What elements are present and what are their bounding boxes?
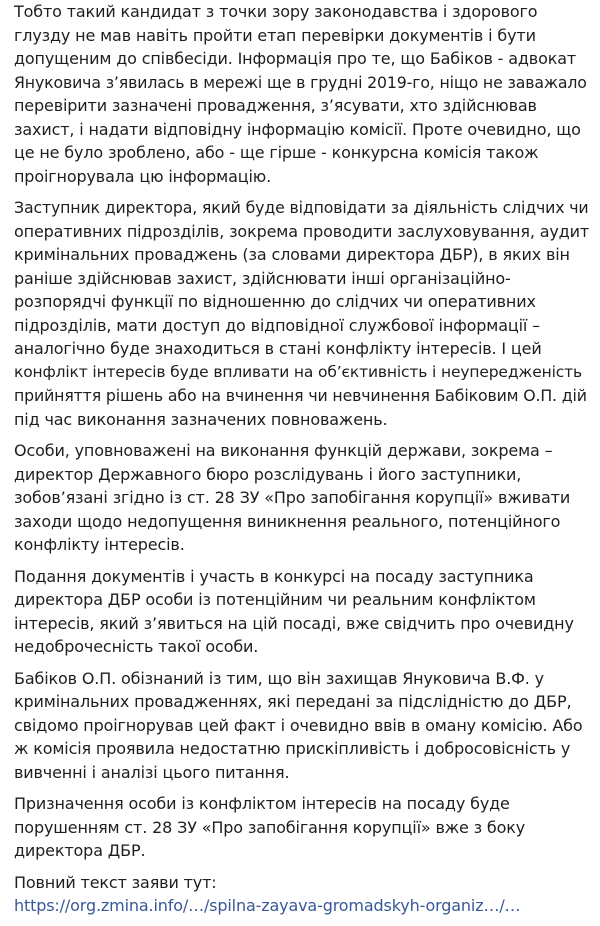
text-line: свідомо проігнорував цей факт і очевидно ввів в оману комісію. Або	[14, 715, 583, 735]
text-line: вивченні і аналізі цього питання.	[14, 762, 290, 782]
text-line: кримінальних проваджень (за словами директора ДБР), в яких він	[14, 245, 570, 264]
text-line: під час виконання зазначених повноважень.	[14, 409, 388, 429]
text-line: недоброчесність такої особи.	[14, 637, 259, 656]
text-line: Заступник директора, який буде відповідати за діяльність слідчих чи	[14, 198, 589, 217]
post-paragraph-3	[14, 439, 590, 557]
link-line	[14, 894, 590, 918]
text-line: прийняття рішень або на вчинення чи невчинення Бабіковим О.П. дій	[14, 386, 587, 405]
text-line: конфлікту інтересів.	[14, 535, 185, 554]
text-line: Януковича з’явилась в мережі ще в грудні 2019-го, ніщо не заважало	[14, 72, 587, 92]
text-line: заходи щодо недопущення виникнення реального, потенційного	[14, 511, 561, 531]
post-paragraph-4	[14, 565, 590, 659]
text-line: конфлікт інтересів буде впливати на об’єктивність і неупередженість	[14, 362, 582, 381]
text-line: оперативних підрозділів, зокрема проводити заслуховування, аудит	[14, 221, 590, 241]
text-line: Тобто такий кандидат з точки зору законодавства і здорового	[14, 2, 538, 21]
text-line: допущеним до співбесіди. Інформація про те, що Бабіков - адвокат	[14, 49, 577, 68]
text-line: це не було зроблено, або - ще гірше - конкурсна комісія також	[14, 143, 539, 162]
post-paragraph-5	[14, 667, 590, 785]
text-line: глузду не мав навіть пройти етап перевірки документів і бути	[14, 25, 536, 45]
text-line: захист, і надати відповідну інформацію комісії. Проте очевидно, що	[14, 119, 581, 139]
post-paragraph-1	[14, 0, 590, 188]
text-line: підрозділів, мати доступ до відповідної службової інформації –	[14, 315, 540, 335]
text-line: Призначення особи із конфліктом інтересів на посаду буде	[14, 794, 510, 813]
text-line: перевірити зазначені провадження, з’ясувати, хто здійснював	[14, 96, 537, 115]
text-line: Бабіков О.П. обізнаний із тим, що він захищав Януковича В.Ф. у	[14, 668, 544, 688]
text-line: Особи, уповноважені на виконання функцій держави, зокрема –	[14, 441, 553, 460]
text-line: проігнорувала цю інформацію.	[14, 166, 272, 186]
post-paragraph-7	[14, 871, 590, 918]
post-paragraph-2	[14, 196, 590, 431]
full-text-label: Повний текст заяви тут:	[14, 872, 217, 892]
post-paragraph-6	[14, 792, 590, 863]
full-text-link[interactable]: https://org.zmina.info/…/spilna-zayava-gromadskyh-organiz…/…	[14, 896, 521, 915]
text-line: раніше здійснював захист, здійснювати інші організаційно-	[14, 268, 511, 288]
text-line: директор Державного бюро розслідувань і його заступники,	[14, 464, 522, 484]
text-line: розпорядчі функції по відношенню до слідчих чи оперативних	[14, 292, 536, 311]
post-body	[14, 0, 590, 926]
text-line: ж комісія проявила недостатню прискіпливість і добросовісність у	[14, 739, 571, 758]
text-line: зобов’язані згідно із ст. 28 ЗУ «Про запобігання корупції» вживати	[14, 488, 571, 507]
text-line: аналогічно буде знаходиться в стані конфлікту інтересів. І цей	[14, 339, 542, 358]
text-line: директора ДБР особи із потенційним чи реальним конфліктом	[14, 590, 536, 609]
text-line: порушенням ст. 28 ЗУ «Про запобігання корупції» вже з боку	[14, 817, 526, 837]
text-line: директора ДБР.	[14, 841, 146, 860]
text-line: Подання документів і участь в конкурсі на посаду заступника	[14, 566, 534, 586]
text-line: інтересів, який з’явиться на цій посаді, вже свідчить про очевидну	[14, 613, 574, 633]
text-line: кримінальних провадженнях, які передані за підслідністю до ДБР,	[14, 692, 572, 711]
